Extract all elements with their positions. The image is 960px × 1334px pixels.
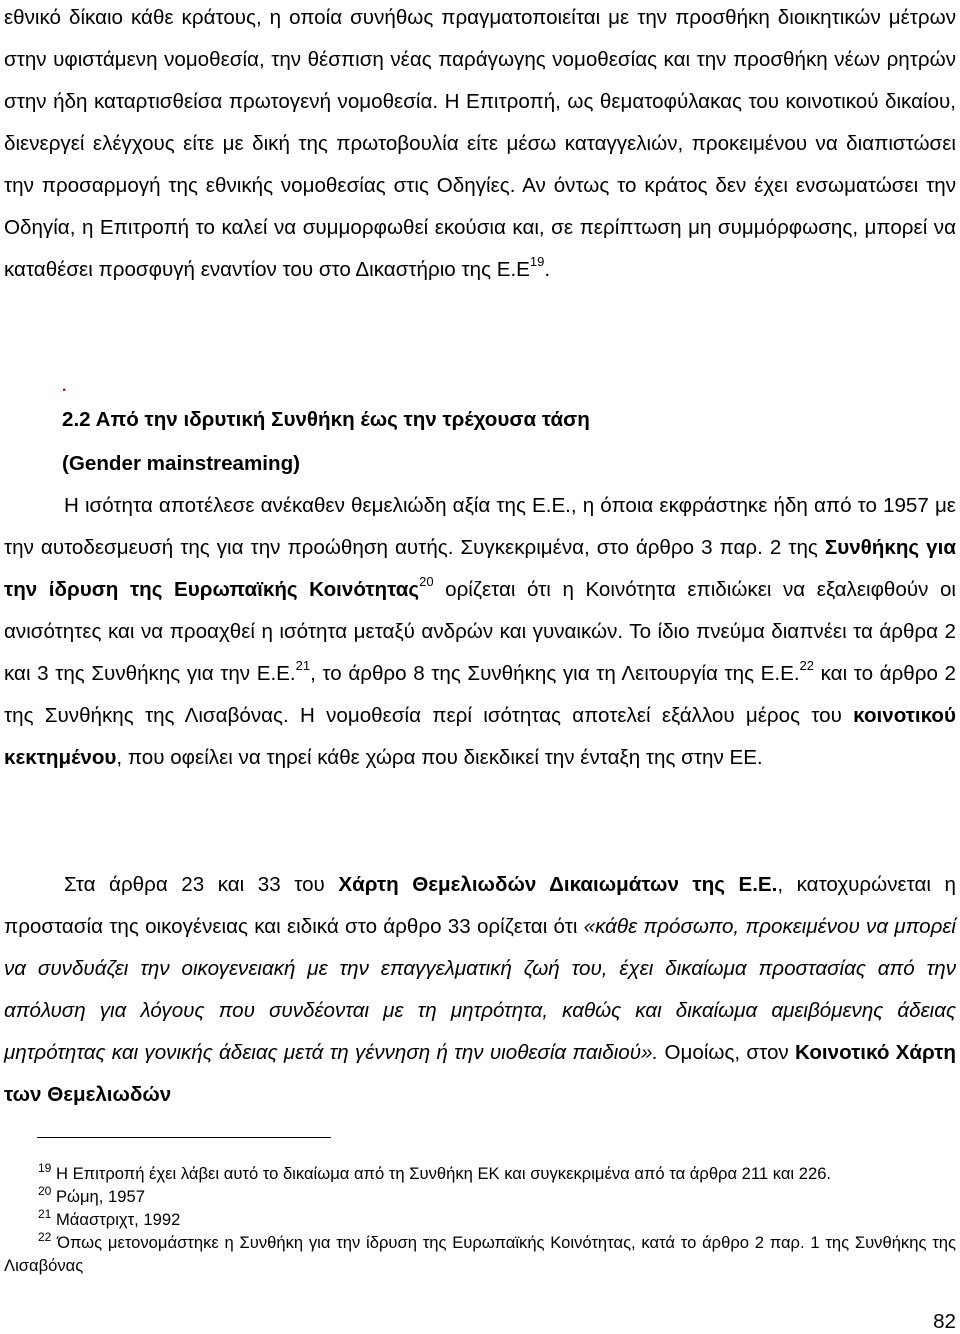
footnote-ref-22: 22: [799, 658, 815, 674]
treaty-ec-title: Συνθήκης για την ίδρυση της Ευρωπαϊκής Κοινότητας: [4, 536, 956, 601]
paragraph-2-text-3: , το άρθρο 8 της Συνθήκης για τη Λειτουργία της Ε.Ε.: [310, 662, 800, 685]
section-heading-line-1: 2.2 Από την ιδρυτική Συνθήκη έως την τρέχουσα τάση: [62, 408, 590, 431]
paragraph-3-text-2: , κατοχυρώνεται η προστασία της οικογένειας και ειδικά στο άρθρο 33 ορίζεται ότι: [4, 873, 956, 938]
paragraph-2: [4, 485, 956, 779]
footnote-text: Η Επιτροπή έχει λάβει αυτό το δικαίωμα από τη Συνθήκη ΕΚ και συγκεκριμένα από τα άρθρα 211 και 226.: [51, 1164, 832, 1183]
section-heading: [62, 398, 590, 486]
footnote-20: [4, 1185, 956, 1208]
footnote-number: 19: [38, 1161, 52, 1176]
footnote-number: 20: [38, 1184, 52, 1199]
footnote-22: [4, 1231, 956, 1277]
paragraph-2-text-1: Η ισότητα αποτέλεσε ανέκαθεν θεμελιώδη αξία της Ε.Ε., η όποια εκφράστηκε ήδη από το 1957 με την αυτοδεσμευσή της για την προώθηση αυτής. Συγκεκριμένα, στο άρθρο 3 παρ. 2 της: [4, 494, 956, 559]
page-number: 82: [933, 1310, 956, 1333]
footnote-text: Ρώμη, 1957: [51, 1187, 145, 1206]
footnote-text: Μάαστριχτ, 1992: [51, 1210, 181, 1229]
acquis-term: κοινοτικού κεκτημένου: [4, 704, 956, 769]
footnote-19: [4, 1162, 956, 1185]
section-heading-line-2: (Gender mainstreaming): [62, 452, 301, 475]
footnote-text: Όπως μετονομάστηκε η Συνθήκη για την ίδρυση της Ευρωπαϊκής Κοινότητας, κατά το άρθρο 2 παρ. 1 της Συνθήκης της Λισαβόνας: [4, 1233, 956, 1275]
footnote-ref-19: 19: [529, 254, 545, 270]
paragraph-1-text: εθνικό δίκαιο κάθε κράτους, η οποία συνήθως πραγματοποιείται με την προσθήκη διοικητικών μέτρων στην υφιστάμενη νομοθεσία, την θέσπιση νέας παράγωγης νομοθεσίας και την προσθήκη νέων ρητρών στην ήδη καταρτισθείσα πρωτογενή νομοθεσία. Η Επιτροπή, ως θεματοφύλακας του κοινοτικού δικαίου, διενεργεί ελέγχους είτε με δική της πρωτοβουλία είτε μέσω καταγγελιών, προκειμένου να διαπιστώσει την προσαρμογή της εθνικής νομοθεσίας στις Οδηγίες. Αν όντως το κράτος δεν έχει ενσωματώσει την Οδηγία, η Επιτροπή το καλεί να συμμορφωθεί εκούσια και, σε περίπτωση μη συμμόρφωσης, μπορεί να καταθέσει προσφυγή εναντίον του στο Δικαστήριο της Ε.Ε: [4, 6, 956, 281]
footnote-21: [4, 1208, 956, 1231]
footnote-ref-21: 21: [295, 658, 311, 674]
article-33-quote: «κάθε πρόσωπο, προκειμένου να μπορεί να συνδυάζει την οικογενειακή με την επαγγελματική ζωή του, έχει δικαίωμα προστασίας από την απόλυση για λόγους που συνδέονται με τη μητρότητα, καθώς και δικαίωμα αμειβόμενης άδειας μητρότητας και γονικής άδειας μετά τη γέννηση ή την υιοθεσία παιδιού».: [4, 915, 957, 1064]
section-marker: .: [62, 378, 67, 395]
paragraph-3: [4, 864, 956, 1116]
community-charter-title: Κοινοτικό Χάρτη των Θεμελιωδών: [4, 1041, 956, 1106]
paragraph-2-text-5: , που οφείλει να τηρεί κάθε χώρα που διεκδικεί την ένταξη της στην ΕΕ.: [116, 746, 763, 769]
footnotes: [4, 1162, 956, 1277]
paragraph-2-text-2: ορίζεται ότι η Κοινότητα επιδιώκει να εξαλειφθούν οι ανισότητες και να προαχθεί η ισότητα μεταξύ ανδρών και γυναικών. Το ίδιο πνεύμα διαπνέει τα άρθρα 2 και 3 της Συνθήκης για την Ε.Ε.: [4, 578, 956, 685]
footnote-ref-20: 20: [419, 574, 434, 590]
charter-title: Χάρτη Θεμελιωδών Δικαιωμάτων της Ε.Ε.: [338, 873, 778, 896]
paragraph-2-text-4: και το άρθρο 2 της Συνθήκης της Λισαβόνας. Η νομοθεσία περί ισότητας αποτελεί εξάλλου μέρος του: [4, 662, 956, 727]
footnote-number: 21: [38, 1207, 52, 1222]
paragraph-1-end: .: [544, 258, 551, 281]
paragraph-3-text-3: Ομοίως, στον: [658, 1041, 795, 1064]
paragraph-3-text-1: Στα άρθρα 23 και 33 του: [64, 873, 339, 896]
footnote-number: 22: [38, 1230, 52, 1245]
footnote-separator: [37, 1137, 331, 1138]
paragraph-1: [4, 0, 956, 291]
